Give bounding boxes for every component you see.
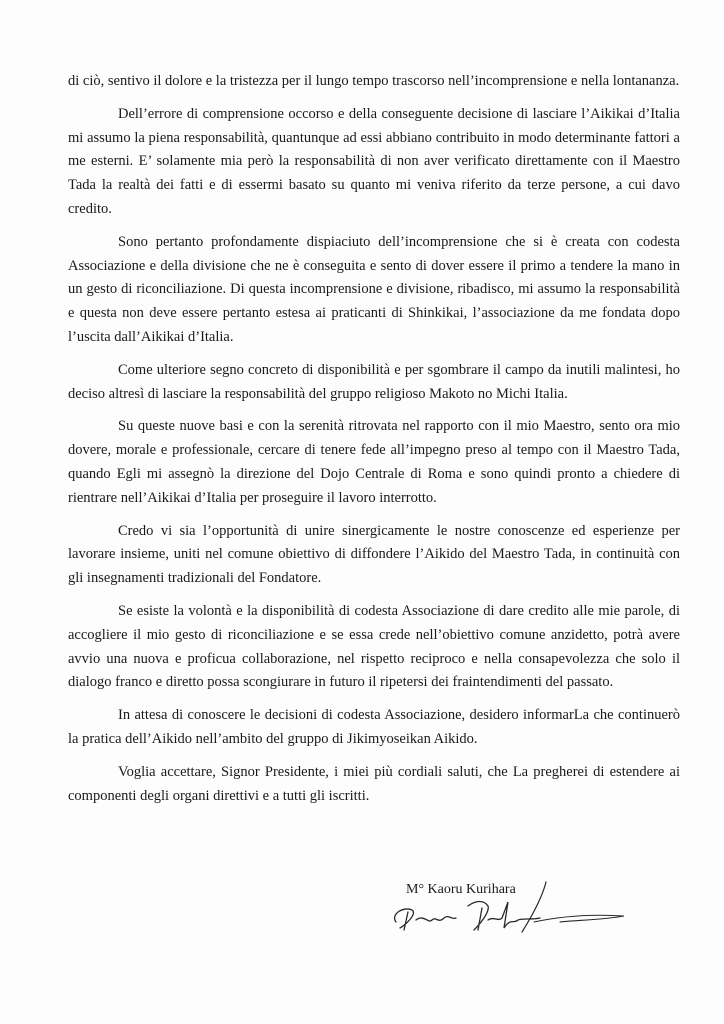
paragraph-return-request: Su queste nuove basi e con la serenità ritrovata nel rapporto con il mio Maestro, sento ora mio dovere, morale e professionale, cercare di tenere fede all’impegno preso al tempo con il Maestro Tada, quando Egli mi assegnò la direzione del Dojo Centrale di Roma e sono quindi pronto a chiedere di rientrare nell’Aikikai d’Italia per proseguire il lavoro interrotto.: [68, 418, 680, 506]
handwritten-signature: [382, 878, 632, 948]
paragraph-jikimyoseikan: In attesa di conoscere le decisioni di codesta Associazione, desidero informarLa che continuerò la pratica dell’Aikido nell’ambito del gruppo di Jikimyoseikan Aikido.: [68, 707, 680, 747]
signature-block: [382, 878, 632, 948]
paragraph-responsibility: Dell’errore di comprensione occorso e della conseguente decisione di lasciare l’Aikikai d’Italia mi assumo la piena responsabilità, quantunque ad essi abbiano contribuito in modo determinante fattori a me esterni. E’ solamente mia però la responsabilità di non aver verificato direttamente con il Maestro Tada la realtà dei fatti e di essermi basato su quanto mi veniva riferito da terze persone, a cui davo credito.: [68, 105, 680, 217]
letter-body: [68, 70, 680, 817]
paragraph-continuation: di ciò, sentivo il dolore e la tristezza per il lungo tempo trascorso nell’incomprensione e nella lontananza.: [68, 73, 680, 89]
paragraph-cooperation: Credo vi sia l’opportunità di unire sinergicamente le nostre conoscenze ed esperienze per lavorare insieme, uniti nel comune obiettivo di diffondere l’Aikido del Maestro Tada, in continuità con gli insegnamenti tradizionali del Fondatore.: [68, 522, 680, 587]
signature-name: M° Kaoru Kurihara: [406, 882, 516, 897]
paragraph-collaboration: Se esiste la volontà e la disponibilità di codesta Associazione di dare credito alle mie parole, di accogliere il mio gesto di riconciliazione e se essa crede nell’obiettivo comune anzidetto, potrà avere avvio una nuova e proficua collaborazione, nel rispetto reciproco e nella consapevolezza che solo il dialogo franco e diretto possa scongiurare in futuro il ripetersi dei fraintendimenti del passato.: [68, 602, 680, 691]
paragraph-closing: Voglia accettare, Signor Presidente, i miei più cordiali saluti, che La pregherei di estendere ai componenti degli organi direttivi e a tutti gli iscritti.: [68, 763, 680, 804]
paragraph-makoto-no-michi: Come ulteriore segno concreto di disponibilità e per sgombrare il campo da inutili malintesi, ho deciso altresì di lasciare la responsabilità del gruppo religioso Makoto no Michi Italia.: [68, 361, 680, 402]
paragraph-reconciliation: Sono pertanto profondamente dispiaciuto dell’incomprensione che si è creata con codesta Associazione e della divisione che ne è conseguita e sento di dover essere il primo a tendere la mano in un gesto di riconciliazione. Di questa incomprensione e divisione, ribadisco, mi assumo la responsabilità e questa non deve essere pertanto estesa ai praticanti di Shinkikai, l’associazione da me fondata dopo l’uscita dall’Aikikai d’Italia.: [68, 233, 680, 345]
